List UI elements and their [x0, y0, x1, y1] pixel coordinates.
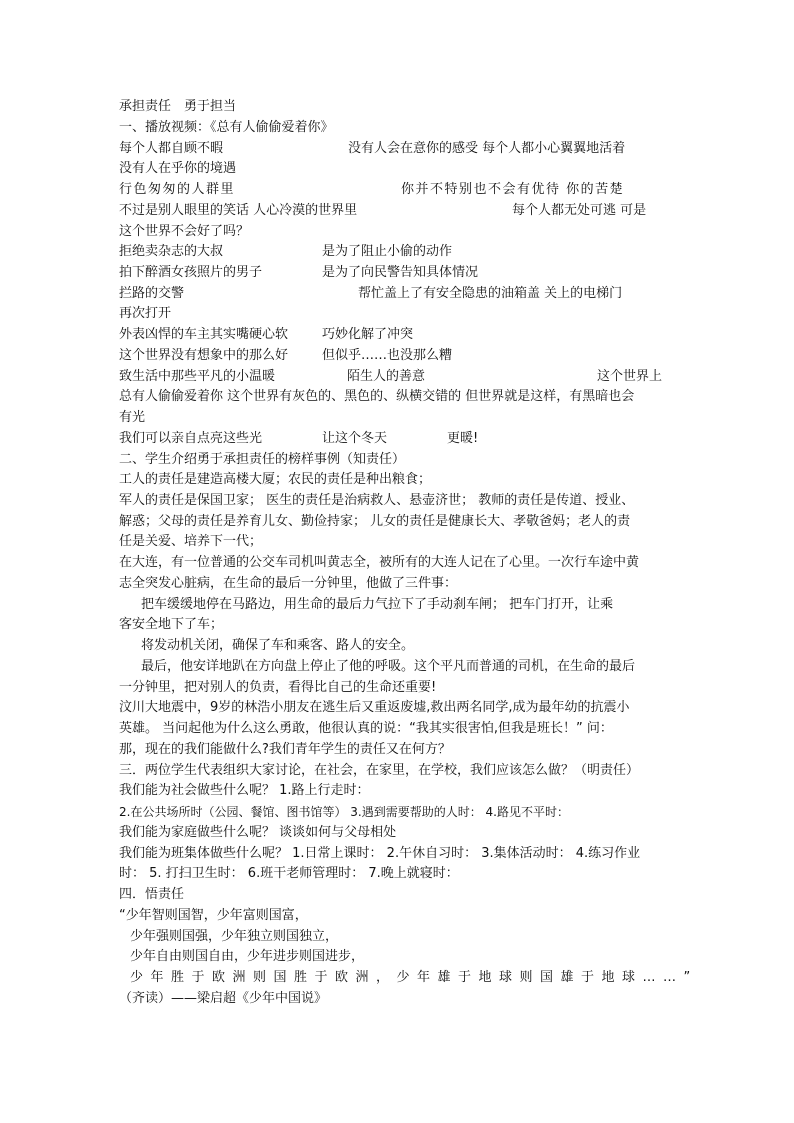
section3-heading: 三．两位学生代表组织大家讨论，在社会，在家里，在学校，我们应该怎么做？（明责任）: [119, 763, 640, 778]
paragraph-line: 那，现在的我们能做什么?我们青年学生的责任又在何方？: [119, 742, 451, 757]
poem-attribution: （齐读）——梁启超《少年中国说》: [119, 991, 328, 1006]
section2-heading: 二、学生介绍勇于承担责任的榜样事例（知责任）: [119, 452, 406, 467]
lyric-line: 致生活中那些平凡的小温暖: [119, 369, 276, 384]
paragraph-line: 解惑；父母的责任是养育儿女、勤俭持家； 儿女的责任是健康长大、孝敬爸妈；老人的责: [119, 514, 631, 529]
paragraph-line: 2.在公共场所时（公园、餐馆、图书馆等） 3.遇到需要帮助的人时： 4.路见不平时：: [119, 805, 569, 819]
lyric-line: 每个人都自顾不暇: [119, 141, 224, 156]
lyric-line: 没有人会在意你的感受 每个人都小心翼翼地活着: [348, 141, 626, 156]
paragraph-line: 客安全地下了车；: [119, 617, 224, 632]
poem-line: “少年智则国智，少年富则国富，: [119, 908, 308, 923]
paragraph-line: 把车缓缓地停在马路边，用生命的最后力气拉下了手动刹车闸； 把车门打开，让乘: [141, 597, 614, 612]
paragraph-line: 志全突发心脏病，在生命的最后一分钟里，他做了三件事：: [119, 576, 458, 591]
lyric-line: 这个世界上: [597, 369, 663, 384]
lyric-line: 让这个冬天: [322, 431, 388, 446]
paragraph-line: 我们能为家庭做些什么呢？ 谈谈如何与父母相处: [119, 825, 397, 840]
lyric-line: 总有人偷偷爱着你 这个世界有灰色的、黑色的、纵横交错的 但世界就是这样，有黑暗也会: [119, 389, 635, 404]
paragraph-line: 时： 5. 打扫卫生时： 6.班干老师管理时： 7.晚上就寝时：: [119, 866, 459, 881]
lyric-line: 是为了阻止小偷的动作: [322, 244, 453, 259]
paragraph-line: 将发动机关闭，确保了车和乘客、路人的安全。: [141, 638, 415, 653]
paragraph-line: 最后，他安详地趴在方向盘上停止了他的呼吸。这个平凡而普通的司机，在生命的最后: [141, 659, 636, 674]
lyric-line: 行色匆匆的人群里: [119, 182, 236, 197]
lyric-line: 但似乎……也没那么糟: [322, 348, 453, 363]
lyric-line: 你并不特别也不会有优待 你的苦楚: [401, 182, 625, 197]
lyric-line: 我们可以亲自点亮这些光: [119, 431, 263, 446]
lyric-line: 帮忙盖上了有安全隐患的油箱盖 关上的电梯门: [358, 286, 623, 301]
paragraph-line: 汶川大地震中，9岁的林浩小朋友在逃生后又重返废墟,救出两名同学,成为最年幼的抗震小: [119, 700, 630, 715]
lyric-line: 是为了向民警告知具体情况: [322, 265, 479, 280]
poem-line: 少年自由则国自由，少年进步则国进步，: [130, 949, 365, 964]
lyric-line: 这个世界没有想象中的那么好: [119, 348, 289, 363]
lyric-line: 拦路的交警: [119, 286, 185, 301]
paragraph-line: 我们能为社会做些什么呢？ 1.路上行走时：: [119, 783, 370, 798]
lyric-line: 拒绝卖杂志的大叔: [119, 244, 224, 259]
paragraph-line: 英雄。 当问起他为什么这么勇敢，他很认真的说：“我其实很害怕,但我是班长！” 问：: [119, 721, 613, 736]
lyric-line: 不过是别人眼里的笑话 人心冷漠的世界里: [119, 203, 358, 218]
paragraph-line: 任是关爱、培养下一代；: [119, 534, 263, 549]
lyric-line: 巧妙化解了冲突: [322, 327, 414, 342]
paragraph-line: 我们能为班集体做些什么呢？ 1.日常上课时： 2.午休自习时： 3.集体活动时： 4.练习作业: [119, 846, 641, 861]
lyric-line: 每个人都无处可逃 可是: [512, 203, 647, 218]
section1-heading: 一、播放视频：《总有人偷偷爱着你》: [119, 120, 334, 135]
lyric-line: 拍下醉酒女孩照片的男子: [119, 265, 263, 280]
paragraph-line: 在大连，有一位普通的公交车司机叫黄志全，被所有的大连人记在了心里。一次行车途中黄: [119, 555, 640, 570]
lyric-line: 更暖!: [447, 431, 479, 446]
lyric-line: 外表凶悍的车主其实嘴硬心软: [119, 327, 289, 342]
section4-heading: 四．悟责任: [119, 887, 185, 902]
paragraph-line: 工人的责任是建造高楼大厦；农民的责任是种出粮食；: [119, 472, 432, 487]
paragraph-line: 军人的责任是保国卫家； 医生的责任是治病救人、悬壶济世； 教师的责任是传道、授业、: [119, 493, 635, 508]
lyric-line: 再次打开: [119, 306, 172, 321]
lyric-line: 陌生人的善意: [347, 369, 426, 384]
poem-line: 少年强则国强，少年独立则国独立，: [130, 929, 339, 944]
lyric-line: 有光: [119, 410, 146, 425]
paragraph-line: 一分钟里，把对别人的负责，看得比自己的生命还重要!: [119, 680, 437, 695]
poem-line: 少年胜于欧洲则国胜于欧洲，少年雄于地球则国雄于地球……”: [130, 970, 698, 985]
lyric-line: 没有人在乎你的境遇: [119, 161, 237, 176]
lyric-line: 这个世界不会好了吗？: [119, 224, 250, 239]
document-title: 承担责任 勇于担当: [119, 99, 237, 114]
